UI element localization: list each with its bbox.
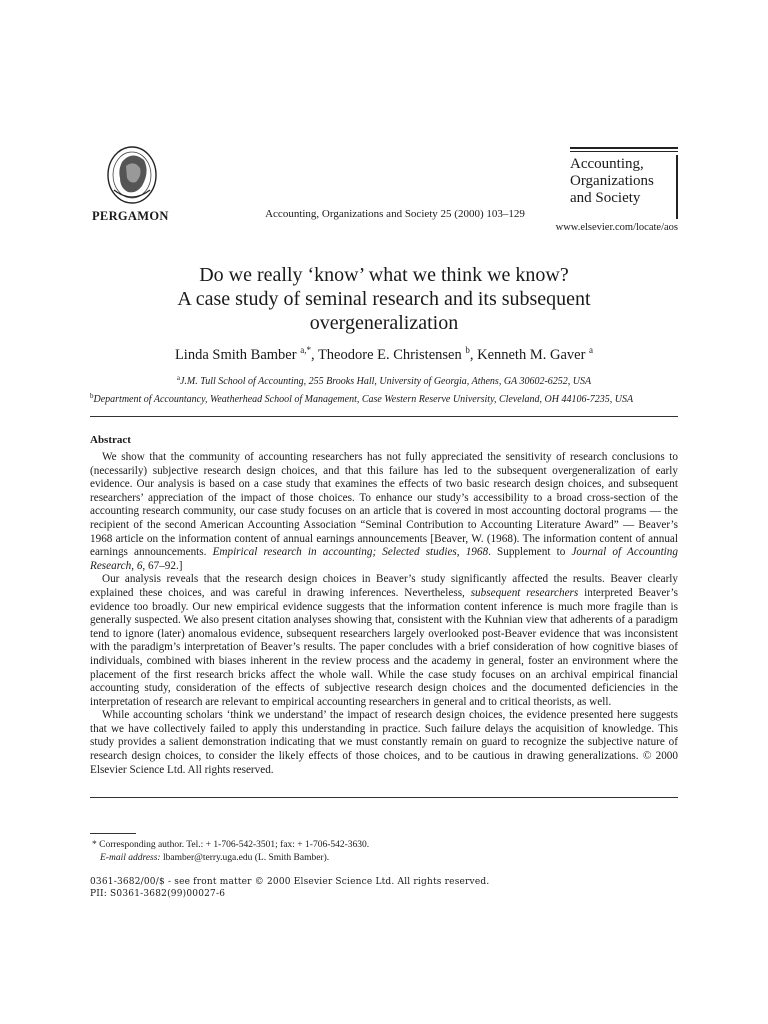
issn-block (90, 876, 489, 900)
abstract-paragraph: We show that the community of accounting researchers has not fully appreciated the sensitivity of research conclusions to (necessarily) subjective research design choices, and that this failure has led to the subsequent overgeneralization of early evidence. Our analysis is based on a case study that examines the effects of two basic research design choices, and subsequent researchers’ appreciation of the impact of those choices. To enhance our study’s accessibility to a broad cross-section of the accounting research community, our case study focuses on an article that is covered in most accounting doctoral programs — the recipient of the second American Accounting Association “Seminal Contribution to Accounting Literature Award” — Beaver’s 1968 article on the information content of annual earnings announcements [Beaver, W. (1968). The information content of annual earnings announcements. Empirical research in accounting; Selected studies, 1968. Supplement to Journal of Accounting Research, 6, 67–92.] (90, 451, 678, 572)
journal-title-line: Accounting, (570, 156, 644, 172)
masthead-rule (570, 151, 678, 153)
author-separator: , (310, 347, 318, 363)
publisher-logo (92, 142, 172, 212)
email-address[interactable]: lbamber@terry.uga.edu (L. Smith Bamber). (160, 853, 330, 863)
author-affil-marker: a,* (300, 345, 311, 355)
author-name: Linda Smith Bamber (174, 347, 297, 363)
pii-line: PII: S0361-3682(99)00027-6 (90, 889, 226, 899)
journal-citation: Accounting, Organizations and Society 25 (2000) 103–129 (265, 208, 525, 220)
abstract-paragraph: Our analysis reveals that the research design choices in Beaver’s study significantly affected the results. Beaver clearly explained these choices, and was careful in drawing inferences. Nevertheless, subsequent researchers interpreted Beaver’s evidence too broadly. Our new empirical evidence suggests that the information content inference is much more fragile than is generally suspected. We also present citation analyses showing that, consistent with the Kuhnian view that adherents of a paradigm tend to ignore (later) anomalous evidence, subsequent researchers largely overlooked post-Beaver evidence that was inconsistent with the paradigm’s interpretation of Beaver’s results. The paper concludes with a brief consideration of how cognitive biases of individuals, combined with biases inherent in the review process and the academy in general, foster an environment where the placement of the first research bricks affect the whole wall. While the case study focuses on an archival empirical financial accounting study, consideration of the effects of subjective research design choices and the documented deficiencies in the interpretation of research are relevant to empirical accounting researchers in general and to critical theorists, as well. (90, 573, 678, 708)
article-title (90, 263, 678, 335)
affiliation-b (90, 389, 678, 407)
author-name: Theodore E. Christensen (317, 347, 462, 363)
abstract-body (90, 451, 678, 777)
elsevier-tree-logo-icon (92, 142, 172, 212)
title-line: A case study of seminal research and its subsequent (177, 288, 591, 310)
affiliation-marker: a (176, 374, 180, 382)
abstract-end-divider (90, 797, 678, 798)
affiliation-text: Department of Accountancy, Weatherhead School of Management, Case Western Reserve University, Cleveland, OH 44106-7235, USA (93, 394, 634, 405)
author-affil-marker: a (589, 345, 594, 355)
section-divider (90, 416, 678, 417)
footnote (90, 839, 369, 865)
abstract-paragraph: While accounting scholars ‘think we understand’ the impact of research design choices, the evidence presented here suggests that we have collectively failed to apply this understanding in practice. Such failure delays the acquisition of knowledge. This study provides a salient demonstration indicating that we must constantly remain on guard to recognize the subjective nature of research design choices, to consider the likely effects of those choices, and to be cautious in drawing generalizations. © 2000 Elsevier Science Ltd. All rights reserved. (90, 709, 678, 776)
journal-title-line: and Society (570, 190, 641, 206)
email-note (90, 852, 369, 865)
footnote-rule (90, 833, 136, 834)
title-line: Do we really ‘know’ what we think we know? (199, 264, 569, 286)
affiliation-text: J.M. Tull School of Accounting, 255 Brooks Hall, University of Georgia, Athens, GA 30602-6252, USA (179, 376, 592, 387)
title-line: overgeneralization (309, 312, 459, 334)
affiliations (90, 371, 678, 407)
abstract-heading: Abstract (90, 434, 131, 446)
issn-line: 0361-3682/00/$ - see front matter © 2000 Elsevier Science Ltd. All rights reserved. (90, 877, 490, 887)
author-list (90, 345, 678, 364)
journal-title (570, 156, 678, 207)
masthead-rule (570, 147, 678, 149)
author-affil-marker: b (465, 345, 470, 355)
affiliation-a (90, 371, 678, 389)
affiliation-marker: b (90, 392, 94, 400)
journal-masthead (570, 147, 678, 207)
journal-url[interactable]: www.elsevier.com/locate/aos (555, 222, 678, 233)
author-name: Kenneth M. Gaver (477, 347, 586, 363)
author-separator: , (469, 347, 478, 363)
publisher-name: PERGAMON (92, 209, 169, 223)
masthead-side-rule (676, 155, 678, 219)
corresponding-author-note: * Corresponding author. Tel.: + 1-706-542-3501; fax: + 1-706-542-3630. (92, 840, 370, 850)
journal-title-line: Organizations (570, 173, 654, 189)
email-label: E-mail address: (100, 853, 161, 863)
